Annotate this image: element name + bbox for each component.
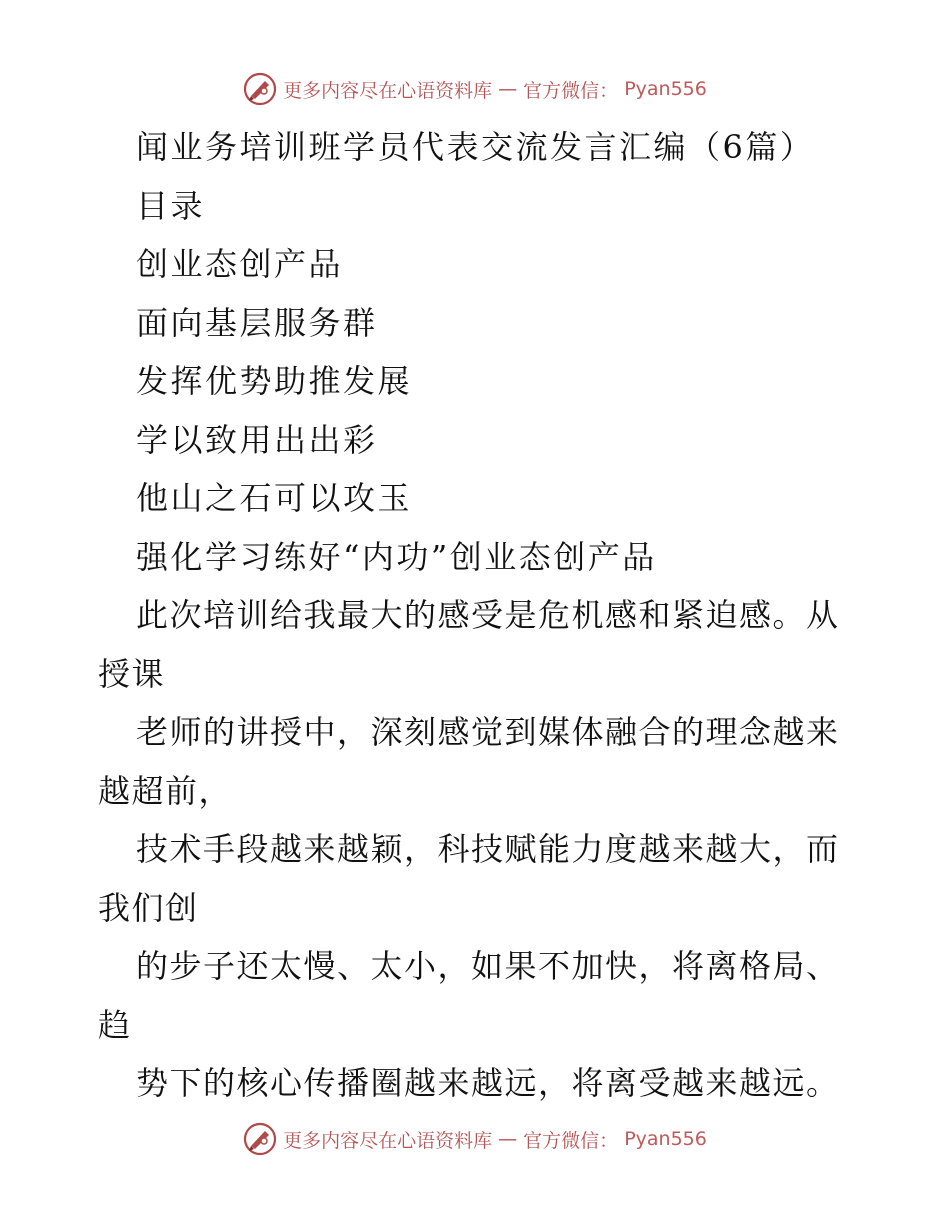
body-line: 此次培训给我最大的感受是危机感和紧迫感。从 [136, 596, 840, 634]
pen-logo-icon [243, 1122, 277, 1156]
toc-item: 学以致用出出彩 [136, 420, 378, 459]
toc-item: 面向基层服务群 [136, 303, 378, 342]
watermark-label: 官方微信： [523, 1129, 619, 1152]
pen-logo-icon [243, 72, 277, 106]
toc-item: 创业态创产品 [136, 245, 344, 283]
body-line: 越超前， [98, 771, 233, 810]
body-line: 老师的讲授中，深刻感觉到媒体融合的理念越来 [136, 713, 840, 751]
watermark-separator: — [498, 78, 518, 100]
section-heading: 强化学习练好“内功”创业态创产品 [136, 537, 657, 576]
body-line: 我们创 [98, 888, 199, 927]
toc-item: 他山之石可以攻玉 [136, 479, 413, 517]
body-line: 的步子还太慢、太小，如果不加快，将离格局、 [136, 947, 840, 985]
footer-watermark [0, 1122, 950, 1156]
toc-heading: 目录 [136, 186, 206, 225]
body-line: 技术手段越来越颖，科技赋能力度越来越大，而 [136, 830, 840, 868]
header-watermark [0, 72, 950, 106]
body-line: 趋 [98, 1005, 132, 1044]
body-line: 授课 [98, 654, 166, 693]
document-title: 闻业务培训班学员代表交流发言汇编（6篇） [136, 128, 815, 166]
watermark-text: 更多内容尽在心语资料库 [283, 1129, 493, 1152]
watermark-label: 官方微信： [523, 79, 619, 102]
watermark-text: 更多内容尽在心语资料库 [283, 79, 493, 102]
toc-item: 发挥优势助推发展 [136, 362, 413, 400]
body-line: 势下的核心传播圈越来越远，将离受越来越远。 [136, 1064, 840, 1102]
watermark-id: Pyan556 [624, 1128, 707, 1150]
watermark-id: Pyan556 [624, 78, 707, 100]
document-content [98, 118, 868, 1113]
watermark-separator: — [498, 1128, 518, 1150]
